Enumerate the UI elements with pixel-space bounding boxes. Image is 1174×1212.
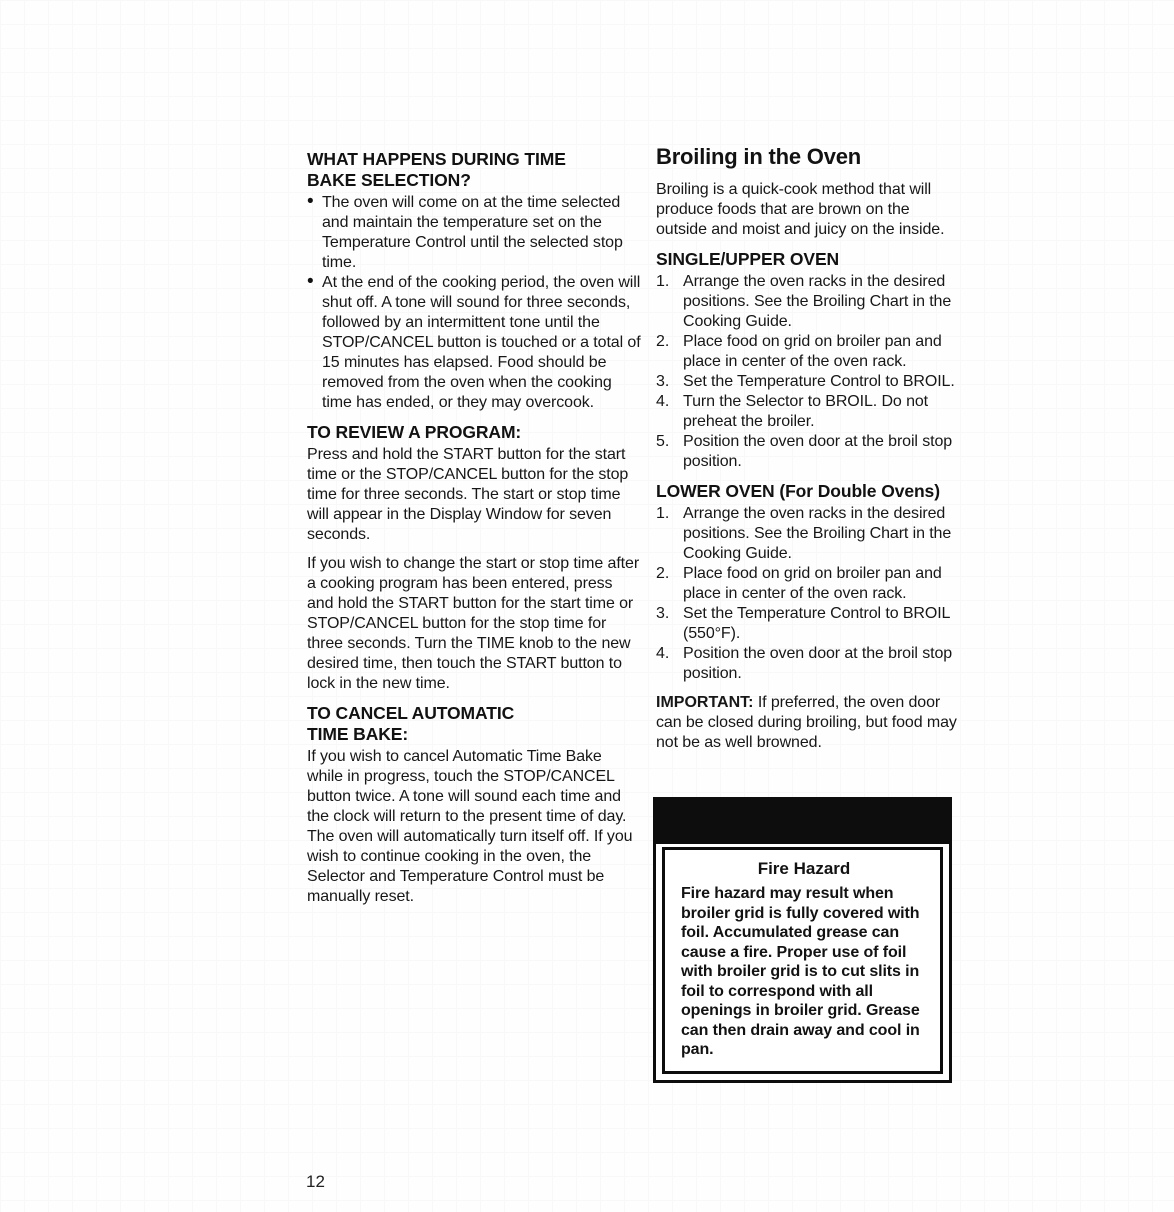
review-program-paragraphs: [307, 445, 641, 694]
paragraph: [307, 747, 641, 907]
broiling-intro-paragraph: Broiling is a quick-cook method that will produce foods that are brown on the outside and moist and juicy on the inside.: [656, 181, 945, 238]
step-list-item: [683, 272, 960, 332]
cancel-time-bake-paragraphs: [307, 747, 641, 907]
step-text: Arrange the oven racks in the desired positions. See the Broiling Chart in the Cooking Guide.: [683, 505, 952, 562]
paragraph-text: If you wish to change the start or stop time after a cooking program has been entered, press and hold the START button for the start time or STOP/CANCEL button for the stop time for three seconds. Turn the TIME knob to the new desired time, then touch the START button to lock in the new time.: [307, 555, 640, 692]
heading-review-program: TO REVIEW A PROGRAM:: [307, 422, 522, 442]
fire-hazard-title: Fire Hazard: [757, 859, 851, 878]
fire-hazard-inner-panel: [662, 847, 943, 1074]
fire-hazard-body: Fire hazard may result when broiler grid is fully covered with foil. Accumulated grease can cause a fire. Proper use of foil with broiler grid is to cut slits in foil to correspond with all openings in broiler grid. Grease can then drain away and cool in pan.: [681, 885, 920, 1058]
heading-lower-oven: LOWER OVEN (For Double Ovens): [656, 481, 940, 501]
step-text: Set the Temperature Control to BROIL (550°F).: [683, 605, 950, 642]
step-list-item: [683, 564, 960, 604]
step-text: Turn the Selector to BROIL. Do not preheat the broiler.: [683, 393, 929, 430]
section-title-broiling: Broiling in the Oven: [656, 144, 862, 169]
bullet-list-item: [322, 193, 641, 273]
step-list-item: [683, 372, 960, 392]
important-label: IMPORTANT:: [656, 694, 754, 711]
heading-time-bake-selection: WHAT HAPPENS DURING TIME BAKE SELECTION?: [307, 149, 566, 190]
step-text: Position the oven door at the broil stop position.: [683, 645, 953, 682]
important-paragraph: [656, 693, 960, 753]
fire-hazard-box: [653, 797, 952, 1083]
single-upper-oven-steps: [656, 272, 960, 472]
paragraph: [307, 445, 641, 545]
left-column: [307, 149, 641, 907]
step-list-item: [683, 432, 960, 472]
step-list-item: [683, 504, 960, 564]
step-list-item: [683, 332, 960, 372]
step-text: Position the oven door at the broil stop position.: [683, 433, 953, 470]
step-list-item: [683, 604, 960, 644]
paragraph-text: Press and hold the START button for the start time or the STOP/CANCEL button for the stop time for three seconds. The start or stop time will appear in the Display Window for seven seconds.: [307, 446, 629, 543]
step-text: Place food on grid on broiler pan and place in center of the oven rack.: [683, 565, 942, 602]
bullet-text: The oven will come on at the time selected and maintain the temperature set on the Temperature Control until the selected stop time.: [322, 194, 623, 271]
page-number: 12: [306, 1172, 325, 1191]
bullet-list-item: [322, 273, 641, 413]
step-text: Set the Temperature Control to BROIL.: [683, 373, 955, 390]
time-bake-bullet-list: [307, 193, 641, 413]
paragraph: [307, 554, 641, 694]
bullet-text: At the end of the cooking period, the oven will shut off. A tone will sound for three seconds, followed by an intermittent tone until the STOP/CANCEL button is touched or a total of 15 minutes has elapsed. Food should be removed from the oven when the cooking time has ended, or they may overcook.: [322, 274, 641, 411]
paragraph-text: If you wish to cancel Automatic Time Bake while in progress, touch the STOP/CANCEL button twice. A tone will sound each time and the clock will return to the present time of day. The oven will automatically turn itself off. If you wish to continue cooking in the oven, the Selector and Temperature Control must be manually reset.: [307, 748, 633, 905]
right-column: [656, 144, 960, 753]
step-list-item: [683, 392, 960, 432]
important-text: If preferred, the oven door can be closed during broiling, but food may not be as well browned.: [656, 694, 957, 751]
step-text: Place food on grid on broiler pan and place in center of the oven rack.: [683, 333, 942, 370]
lower-oven-steps: [656, 504, 960, 684]
step-list-item: [683, 644, 960, 684]
heading-cancel-time-bake: TO CANCEL AUTOMATIC TIME BAKE:: [307, 703, 515, 744]
heading-single-upper-oven: SINGLE/UPPER OVEN: [656, 249, 840, 269]
step-text: Arrange the oven racks in the desired positions. See the Broiling Chart in the Cooking Guide.: [683, 273, 952, 330]
fire-hazard-header-band: [656, 800, 949, 844]
